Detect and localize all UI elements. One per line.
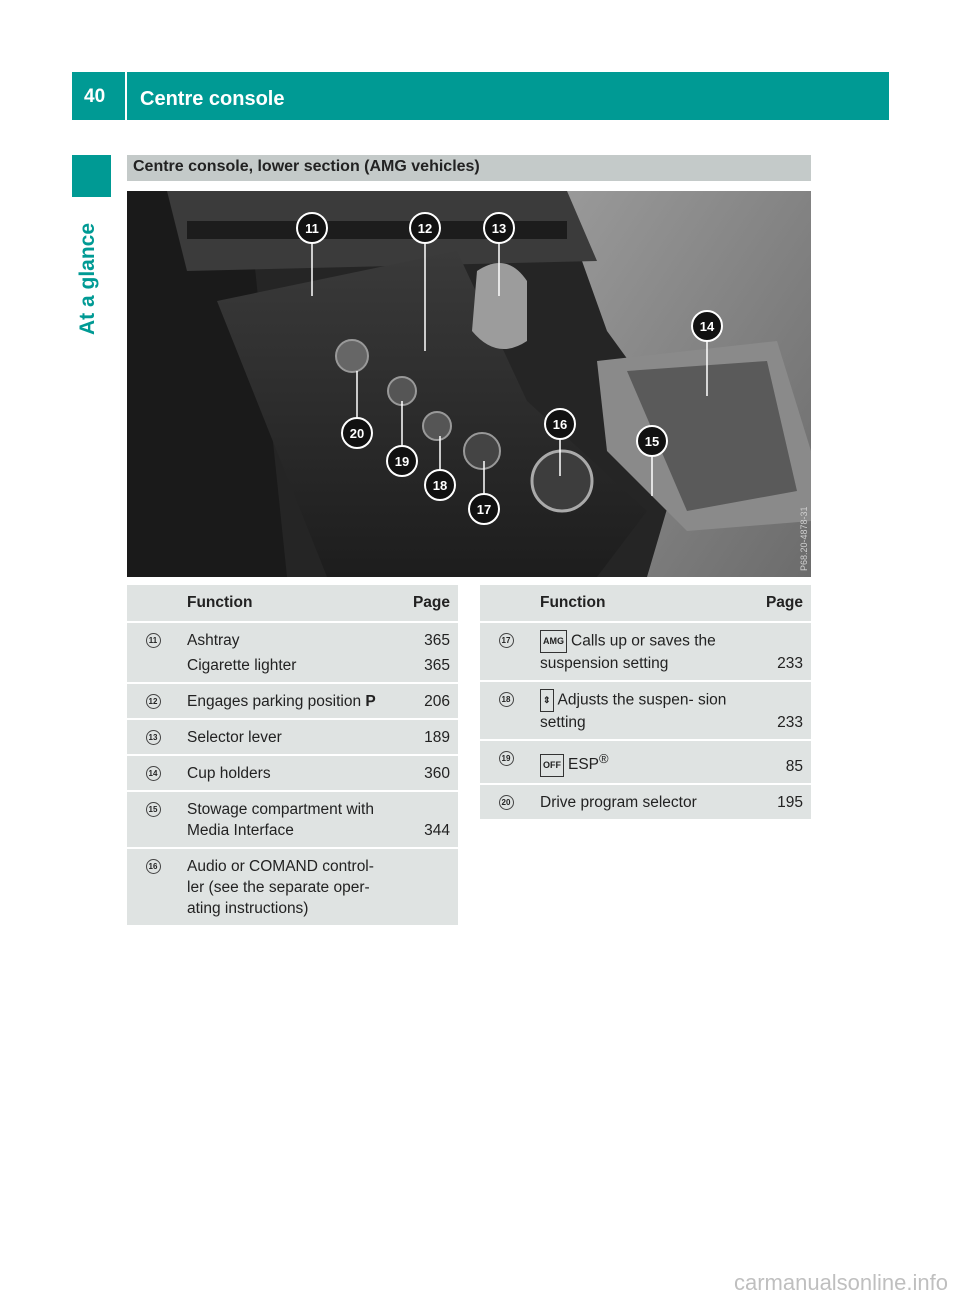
page-ref: 233 (749, 623, 811, 680)
callout-14: 14 (699, 319, 715, 334)
page-ref: 365 (424, 657, 450, 674)
section-title-bar (127, 155, 811, 181)
table-header (127, 585, 458, 621)
function-text: Cigarette lighter (187, 657, 297, 674)
esp-off-icon: OFF (540, 754, 564, 777)
table-row (480, 623, 811, 680)
table-row (127, 623, 458, 682)
page-header: Page (749, 585, 811, 621)
console-photo (127, 191, 811, 577)
page-ref: 360 (396, 756, 458, 790)
function-text: Stowage compartment with Media Interface (179, 792, 396, 847)
page-ref: 85 (749, 741, 811, 783)
function-text: Calls up or saves the suspension setting (540, 632, 716, 672)
callout-17: 17 (476, 502, 492, 517)
marker: 18 (499, 692, 514, 707)
header-divider (125, 72, 127, 120)
function-text: Selector lever (179, 720, 396, 754)
callout-16: 16 (552, 417, 568, 432)
function-text: Cup holders (179, 756, 396, 790)
callout-11: 11 (305, 221, 319, 236)
marker: 17 (499, 633, 514, 648)
table-row (480, 785, 811, 819)
marker: 20 (499, 795, 514, 810)
table-row (480, 682, 811, 739)
page-number: 40 (84, 86, 106, 107)
page-ref: 189 (396, 720, 458, 754)
page-ref: 365 (424, 632, 450, 649)
image-code: P68.20-4878-31 (799, 506, 809, 571)
marker: 15 (146, 802, 161, 817)
function-text: Engages parking position (187, 693, 362, 710)
marker-header (480, 585, 532, 621)
marker: 13 (146, 730, 161, 745)
callout-20: 20 (349, 426, 365, 441)
marker: 12 (146, 694, 161, 709)
callout-19: 19 (394, 454, 410, 469)
function-text: Audio or COMAND control- ler (see the separate oper- ating instructions) (179, 849, 396, 925)
suspension-icon: ⇕ (540, 689, 554, 712)
page-ref: 195 (749, 785, 811, 819)
table-row (127, 720, 458, 754)
table-row (127, 792, 458, 847)
page-ref: 233 (749, 682, 811, 739)
callout-15: 15 (644, 434, 660, 449)
table-row (127, 849, 458, 925)
registered-mark: ® (599, 751, 609, 766)
side-tab-block (72, 155, 111, 197)
marker: 19 (499, 751, 514, 766)
function-header: Function (179, 585, 396, 621)
right-function-table (480, 583, 811, 821)
page-ref: 344 (396, 792, 458, 847)
left-function-table (127, 583, 458, 927)
callout-13: 13 (491, 221, 507, 236)
callout-18: 18 (432, 478, 448, 493)
amg-icon: AMG (540, 630, 567, 653)
function-text-bold: P (365, 693, 376, 710)
function-text: Adjusts the suspen- sion setting (540, 691, 727, 731)
table-row (480, 741, 811, 783)
side-tab-label: At a glance (76, 222, 99, 335)
marker: 16 (146, 859, 161, 874)
callout-12: 12 (417, 221, 433, 236)
function-text: Ashtray (187, 632, 240, 649)
watermark: carmanualsonline.info (733, 1270, 948, 1295)
page-header: Page (396, 585, 458, 621)
function-text: Drive program selector (532, 785, 749, 819)
page-ref (396, 849, 458, 925)
marker: 14 (146, 766, 161, 781)
table-row (127, 756, 458, 790)
marker: 11 (146, 633, 161, 648)
page-ref: 206 (396, 684, 458, 718)
table-header (480, 585, 811, 621)
table-row (127, 684, 458, 718)
page-title: Centre console (140, 88, 285, 110)
section-title: Centre console, lower section (AMG vehicles) (133, 158, 480, 175)
function-text: ESP (568, 756, 600, 774)
marker-header (127, 585, 179, 621)
function-header: Function (532, 585, 749, 621)
